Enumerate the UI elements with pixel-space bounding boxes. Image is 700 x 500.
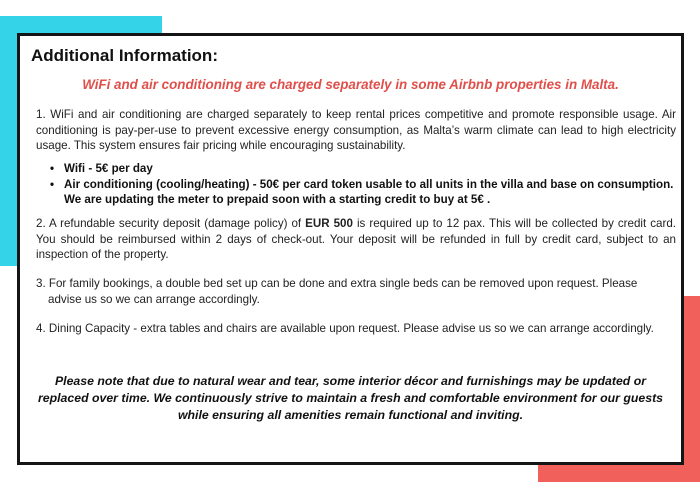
bullet-air-conditioning (50, 177, 680, 208)
deposit-text-after: is required up to 12 pax. This will be collected by credit card. You should be reimbursed within 2 days of check-out. Your deposit will be refunded in full by credit card, subject to an inspection of the property. (36, 217, 676, 262)
deposit-amount: EUR 500 (305, 217, 353, 230)
item-4-dining-capacity: 4. Dining Capacity - extra tables and chairs are available upon request. Please advise us so we can arrange accordingly. (36, 322, 654, 335)
info-card (17, 33, 684, 465)
page-title: Additional Information: (31, 46, 218, 65)
item-3-line-1: 3. For family bookings, a double bed set up can be done and extra single beds can be removed upon request. Please (36, 277, 638, 290)
bullet-ac-text: Air conditioning (cooling/heating) - 50€ per card token usable to all units in the villa and base on consumption. (64, 177, 674, 191)
deposit-text-before: 2. A refundable security deposit (damage policy) of (36, 217, 306, 230)
wear-and-tear-notice: Please note that due to natural wear and tear, some interior décor and furnishings may be updated or replaced over time. We continuously strive to maintain a fresh and comfortable environment for our guests while ensuring all amenities remain functional and inviting. (38, 374, 663, 422)
item-3-family-bookings (36, 276, 676, 307)
subtitle: WiFi and air conditioning are charged separately in some Airbnb properties in Malta. (82, 77, 619, 92)
charges-list (50, 161, 680, 208)
item-3-line-2: advise us so we can arrange accordingly. (48, 292, 260, 306)
bullet-wifi: • Wifi - 5€ per day (50, 161, 680, 177)
item-2-security-deposit (36, 216, 676, 263)
item-1-wifi-ac: 1. WiFi and air conditioning are charged separately to keep rental prices competitive and promote responsible usage. Air conditioning is pay-per-use to prevent excessive energy consumption, as Malta’s warm climate can lead to high electricity usage. This system ensures fair pricing while encouraging sustainability. (36, 108, 676, 153)
bullet-ac-meter-note: We are updating the meter to prepaid soon with a starting credit to buy at 5€ . (64, 193, 491, 207)
